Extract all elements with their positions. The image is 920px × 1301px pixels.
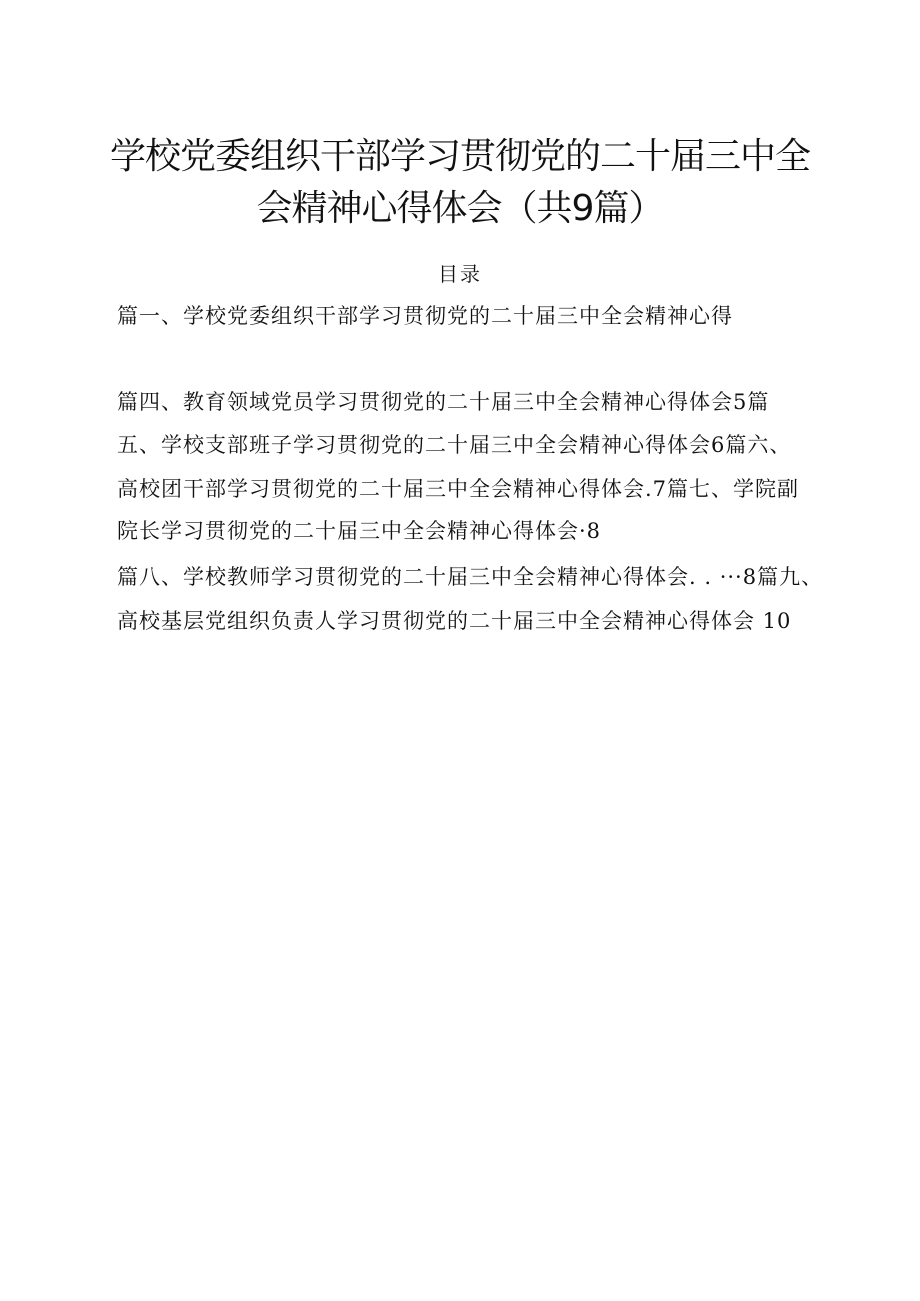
document-title-line-2: 会精神心得体会（共9篇）	[256, 188, 664, 229]
toc-line: 篇四、教育领域党员学习贯彻党的二十届三中全会精神心得体会5篇	[117, 390, 770, 414]
toc-heading: 目录	[438, 262, 482, 286]
toc-line: 院长学习贯彻党的二十届三中全会精神心得体会·8	[117, 519, 602, 543]
toc-line: 高校团干部学习贯彻党的二十届三中全会精神心得体会.7篇七、学院副	[117, 477, 800, 501]
toc-line: 高校基层党组织负责人学习贯彻党的二十届三中全会精神心得体会 10	[117, 609, 792, 633]
document-title-line-1: 学校党委组织干部学习贯彻党的二十届三中全	[109, 136, 810, 177]
toc-line: 篇一、学校党委组织干部学习贯彻党的二十届三中全会精神心得	[117, 304, 733, 328]
toc-line: 篇八、学校教师学习贯彻党的二十届三中全会精神心得体会. . ···8篇九、	[117, 565, 824, 589]
toc-line: 五、学校支部班子学习贯彻党的二十届三中全会精神心得体会6篇六、	[117, 433, 792, 457]
